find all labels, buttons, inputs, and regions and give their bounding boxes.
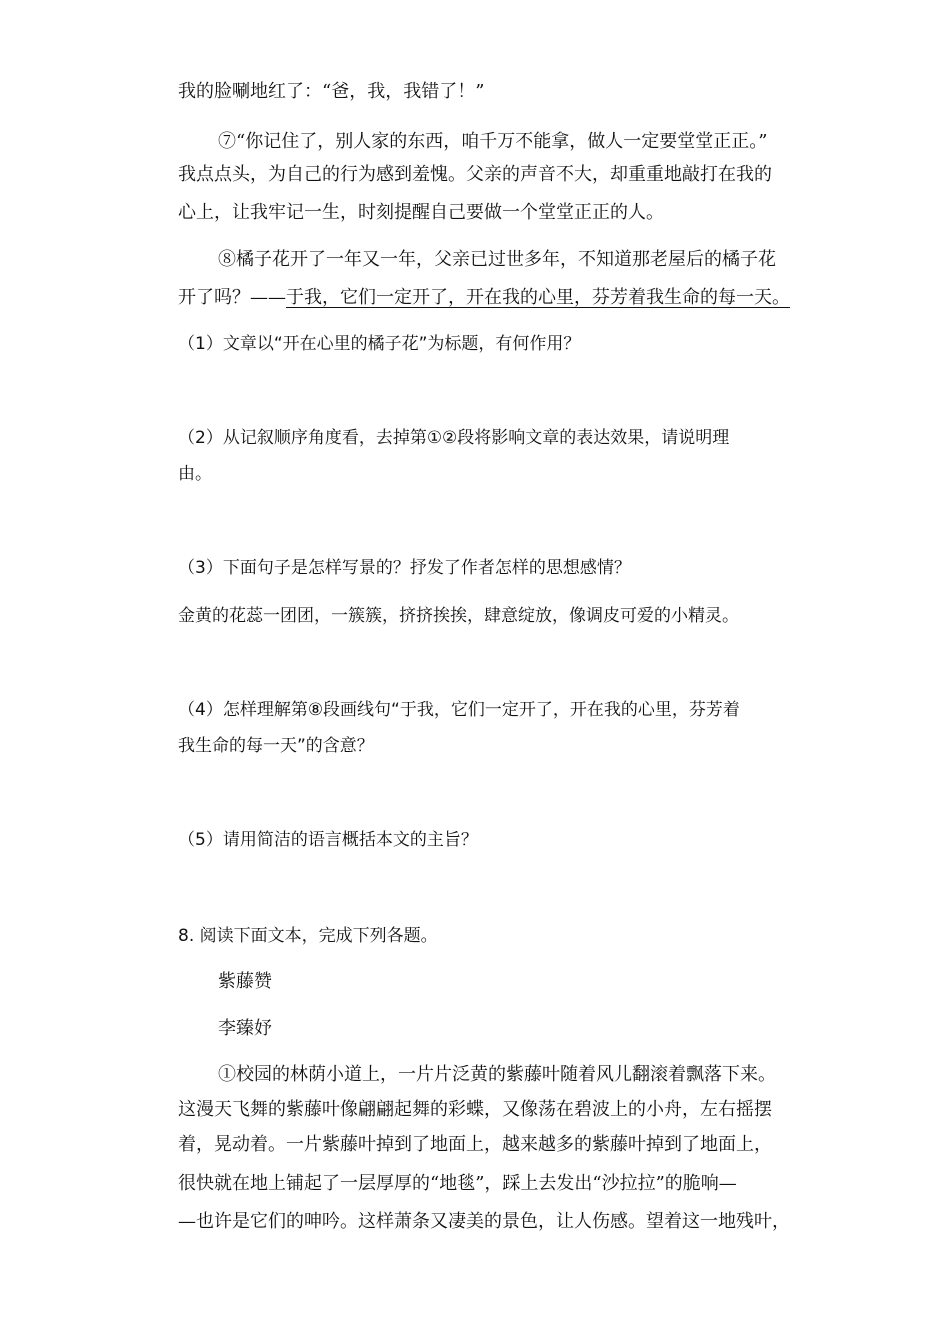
passage-line: 我的脸唰地红了：“爸，我，我错了！” (178, 81, 485, 102)
question-4-cont: 我生命的每一天”的含意？ (178, 736, 374, 756)
passage-line: 我点点头，为自己的行为感到羞愧。父亲的声音不大，却重重地敲打在我的 (178, 164, 772, 185)
passage-line (178, 286, 818, 310)
article-author: 李臻妤 (218, 1018, 272, 1039)
question-2-cont: 由。 (178, 464, 212, 484)
underlined-sentence: 于我，它们一定开了，开在我的心里，芬芳着我生命的每一天。 (286, 287, 790, 308)
passage-line: 心上，让我牢记一生，时刻提醒自己要做一个堂堂正正的人。 (178, 202, 664, 223)
article-title: 紫藤赞 (218, 971, 272, 992)
question-5: （5）请用简洁的语言概括本文的主旨？ (178, 830, 478, 850)
article-line: 这漫天飞舞的紫藤叶像翩翩起舞的彩蝶，又像荡在碧波上的小舟，左右摇摆 (178, 1099, 772, 1120)
article-line: 很快就在地上铺起了一层厚厚的“地毯”，踩上去发出“沙拉拉”的脆响— (178, 1173, 737, 1194)
passage-text: 开了吗？—— (178, 287, 286, 308)
item-8-heading: 8. 阅读下面文本，完成下列各题。 (178, 926, 438, 946)
article-line: —也许是它们的呻吟。这样萧条又凄美的景色，让人伤感。望着这一地残叶， (178, 1211, 790, 1232)
question-4: （4）怎样理解第⑧段画线句“于我，它们一定开了，开在我的心里，芬芳着 (178, 700, 740, 720)
passage-line: ⑧橘子花开了一年又一年，父亲已过世多年，不知道那老屋后的橘子花 (218, 249, 776, 270)
passage-line: ⑦“你记住了，别人家的东西，咱千万不能拿，做人一定要堂堂正正。” (218, 131, 768, 152)
article-line: 着，晃动着。一片紫藤叶掉到了地面上，越来越多的紫藤叶掉到了地面上， (178, 1134, 772, 1155)
question-2: （2）从记叙顺序角度看，去掉第①②段将影响文章的表达效果，请说明理 (178, 428, 730, 448)
article-line: ①校园的林荫小道上，一片片泛黄的紫藤叶随着风儿翻滚着飘落下来。 (218, 1064, 776, 1085)
question-3-quote: 金黄的花蕊一团团，一簇簇，挤挤挨挨，肆意绽放，像调皮可爱的小精灵。 (178, 606, 739, 626)
question-3: （3）下面句子是怎样写景的？抒发了作者怎样的思想感情？ (178, 558, 631, 578)
question-1: （1）文章以“开在心里的橘子花”为标题，有何作用？ (178, 334, 581, 354)
